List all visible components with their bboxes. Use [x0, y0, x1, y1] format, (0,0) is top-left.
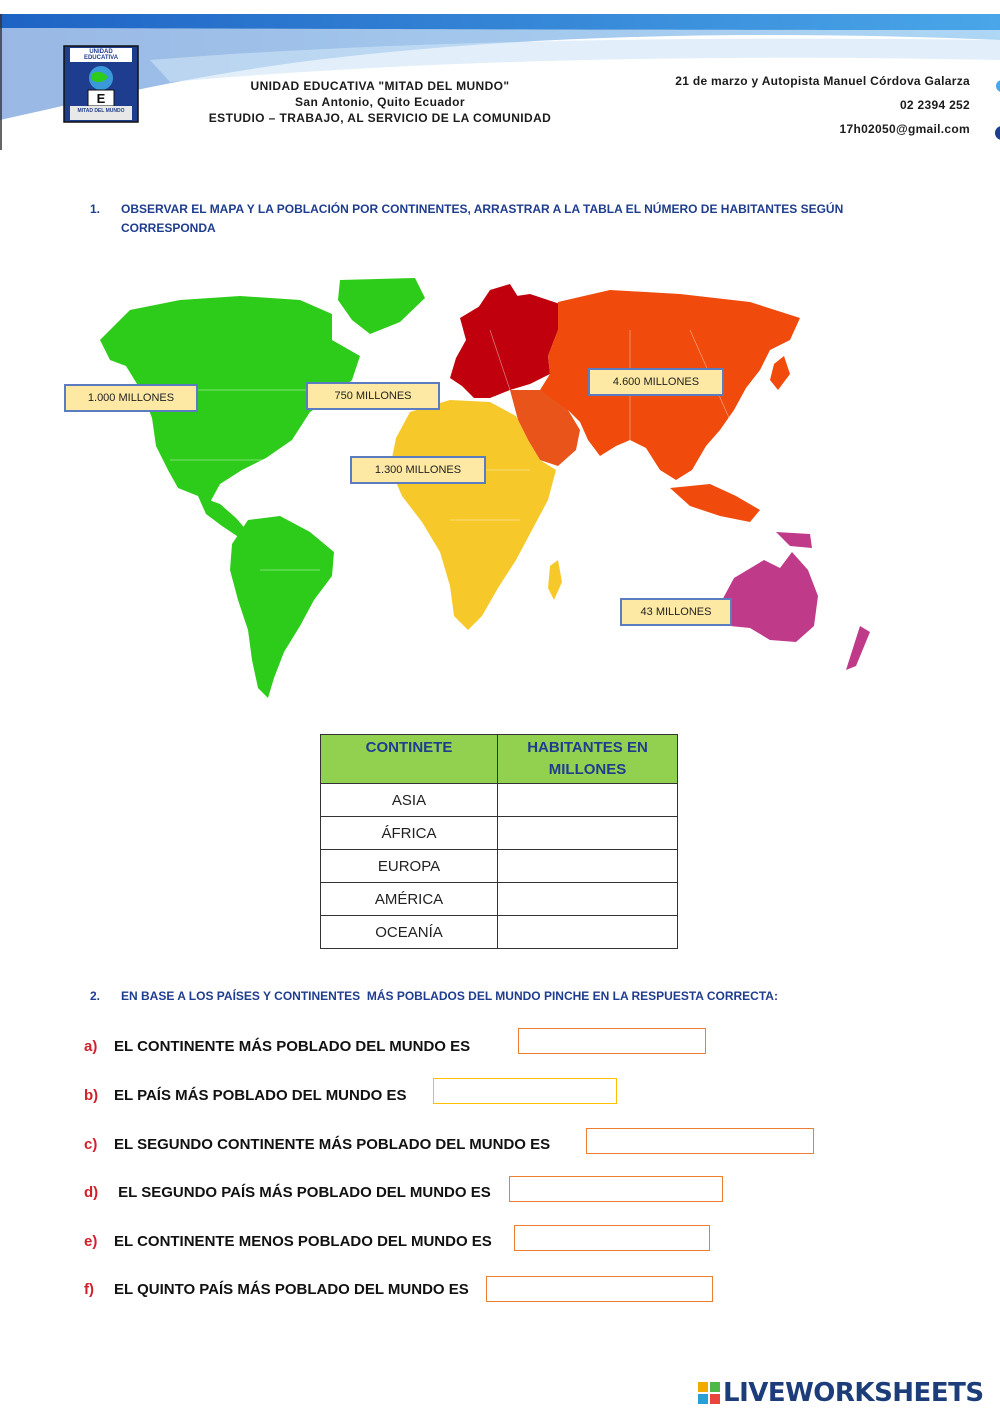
- item-text: EL CONTINENTE MÁS POBLADO DEL MUNDO ES: [114, 1038, 471, 1055]
- south-america-shape: [230, 516, 334, 698]
- drop-cell-oceania[interactable]: [498, 916, 678, 949]
- japan-shape: [770, 356, 790, 390]
- school-name: UNIDAD EDUCATIVA "MITAD DEL MUNDO": [250, 79, 510, 93]
- map-label-750[interactable]: 750 MILLONES: [306, 382, 440, 410]
- answer-box-c[interactable]: [586, 1128, 814, 1154]
- item-text: EL CONTINENTE MENOS POBLADO DEL MUNDO ES: [114, 1233, 492, 1250]
- item-text: EL QUINTO PAÍS MÁS POBLADO DEL MUNDO ES: [114, 1281, 469, 1298]
- world-map: [70, 270, 910, 710]
- australia-shape: [720, 552, 818, 642]
- answer-box-b[interactable]: [433, 1078, 617, 1104]
- table-row: [321, 784, 678, 817]
- logo-letter: E: [96, 91, 106, 106]
- logo-top-text: UNIDAD EDUCATIVA: [83, 49, 119, 61]
- live-badge-icon: [698, 1382, 720, 1404]
- header-inhabitants: HABITANTES EN MILLONES: [498, 735, 678, 784]
- table-row: [321, 883, 678, 916]
- new-guinea-shape: [776, 532, 812, 548]
- southeast-asia-shape: [670, 484, 760, 522]
- item-letter: a): [84, 1038, 98, 1055]
- question-2-text: EN BASE A LOS PAÍSES Y CONTINENTES MÁS POBLADOS DEL MUNDO PINCHE EN LA RESPUESTA CORRECTA:: [121, 989, 778, 1003]
- school-logo: [62, 44, 140, 124]
- item-letter: f): [84, 1281, 94, 1298]
- logo-bottom-text: MITAD DEL MUNDO: [77, 108, 125, 114]
- answer-box-e[interactable]: [514, 1225, 710, 1251]
- map-label-4600[interactable]: 4.600 MILLONES: [588, 368, 724, 396]
- item-letter: b): [84, 1087, 99, 1104]
- item-text: EL SEGUNDO CONTINENTE MÁS POBLADO DEL MUNDO ES: [114, 1136, 551, 1153]
- brand-name: LIVEWORKSHEETS: [723, 1378, 984, 1408]
- drop-cell-america[interactable]: [498, 883, 678, 916]
- drop-cell-africa[interactable]: [498, 817, 678, 850]
- continent-cell: EUROPA: [321, 850, 498, 883]
- question-2-number: 2.: [90, 989, 101, 1003]
- question-1-text: OBSERVAR EL MAPA Y LA POBLACIÓN POR CONTINENTES, ARRASTRAR A LA TABLA EL NÚMERO DE HABITANTES SEGÚN CORRESPONDA: [121, 202, 844, 235]
- drop-cell-asia[interactable]: [498, 784, 678, 817]
- header-continent: CONTINETE: [321, 735, 498, 784]
- continent-cell: ASIA: [321, 784, 498, 817]
- table-row: [321, 850, 678, 883]
- phone: 02 2394 252: [899, 98, 970, 112]
- question-item-c: [84, 1136, 550, 1153]
- answer-box-a[interactable]: [518, 1028, 706, 1054]
- email: 17h02050@gmail.com: [839, 122, 970, 136]
- item-letter: d): [84, 1184, 99, 1201]
- question-item-f: [84, 1281, 469, 1298]
- greenland-shape: [338, 278, 425, 334]
- school-info: [160, 78, 600, 126]
- table-row: [321, 916, 678, 949]
- question-2-title: [90, 987, 970, 1006]
- map-label-1300[interactable]: 1.300 MILLONES: [350, 456, 486, 484]
- question-item-a: [84, 1038, 470, 1055]
- question-1-number: 1.: [90, 202, 101, 216]
- address: 21 de marzo y Autopista Manuel Córdova Galarza: [675, 74, 970, 88]
- contact-info: [675, 74, 970, 136]
- school-motto: ESTUDIO – TRABAJO, AL SERVICIO DE LA COMUNIDAD: [208, 111, 552, 125]
- table-header-row: [321, 735, 678, 784]
- liveworksheets-logo[interactable]: [698, 1378, 984, 1410]
- item-text: EL SEGUNDO PAÍS MÁS POBLADO DEL MUNDO ES: [114, 1184, 491, 1201]
- continent-cell: OCEANÍA: [321, 916, 498, 949]
- map-label-43[interactable]: 43 MILLONES: [620, 598, 732, 626]
- map-label-1000[interactable]: 1.000 MILLONES: [64, 384, 198, 412]
- new-zealand-shape: [846, 626, 870, 670]
- madagascar-shape: [548, 560, 562, 600]
- population-table: [320, 734, 678, 949]
- question-item-b: [84, 1087, 407, 1104]
- table-row: [321, 817, 678, 850]
- answer-box-d[interactable]: [509, 1176, 723, 1202]
- question-item-e: [84, 1233, 492, 1250]
- item-letter: e): [84, 1233, 98, 1250]
- question-1-title: [90, 200, 890, 238]
- continent-cell: AMÉRICA: [321, 883, 498, 916]
- school-location: San Antonio, Quito Ecuador: [295, 95, 465, 109]
- item-text: EL PAÍS MÁS POBLADO DEL MUNDO ES: [114, 1087, 407, 1104]
- item-letter: c): [84, 1136, 98, 1153]
- answer-box-f[interactable]: [486, 1276, 713, 1302]
- continent-cell: ÁFRICA: [321, 817, 498, 850]
- drop-cell-europe[interactable]: [498, 850, 678, 883]
- question-item-d: [84, 1184, 491, 1201]
